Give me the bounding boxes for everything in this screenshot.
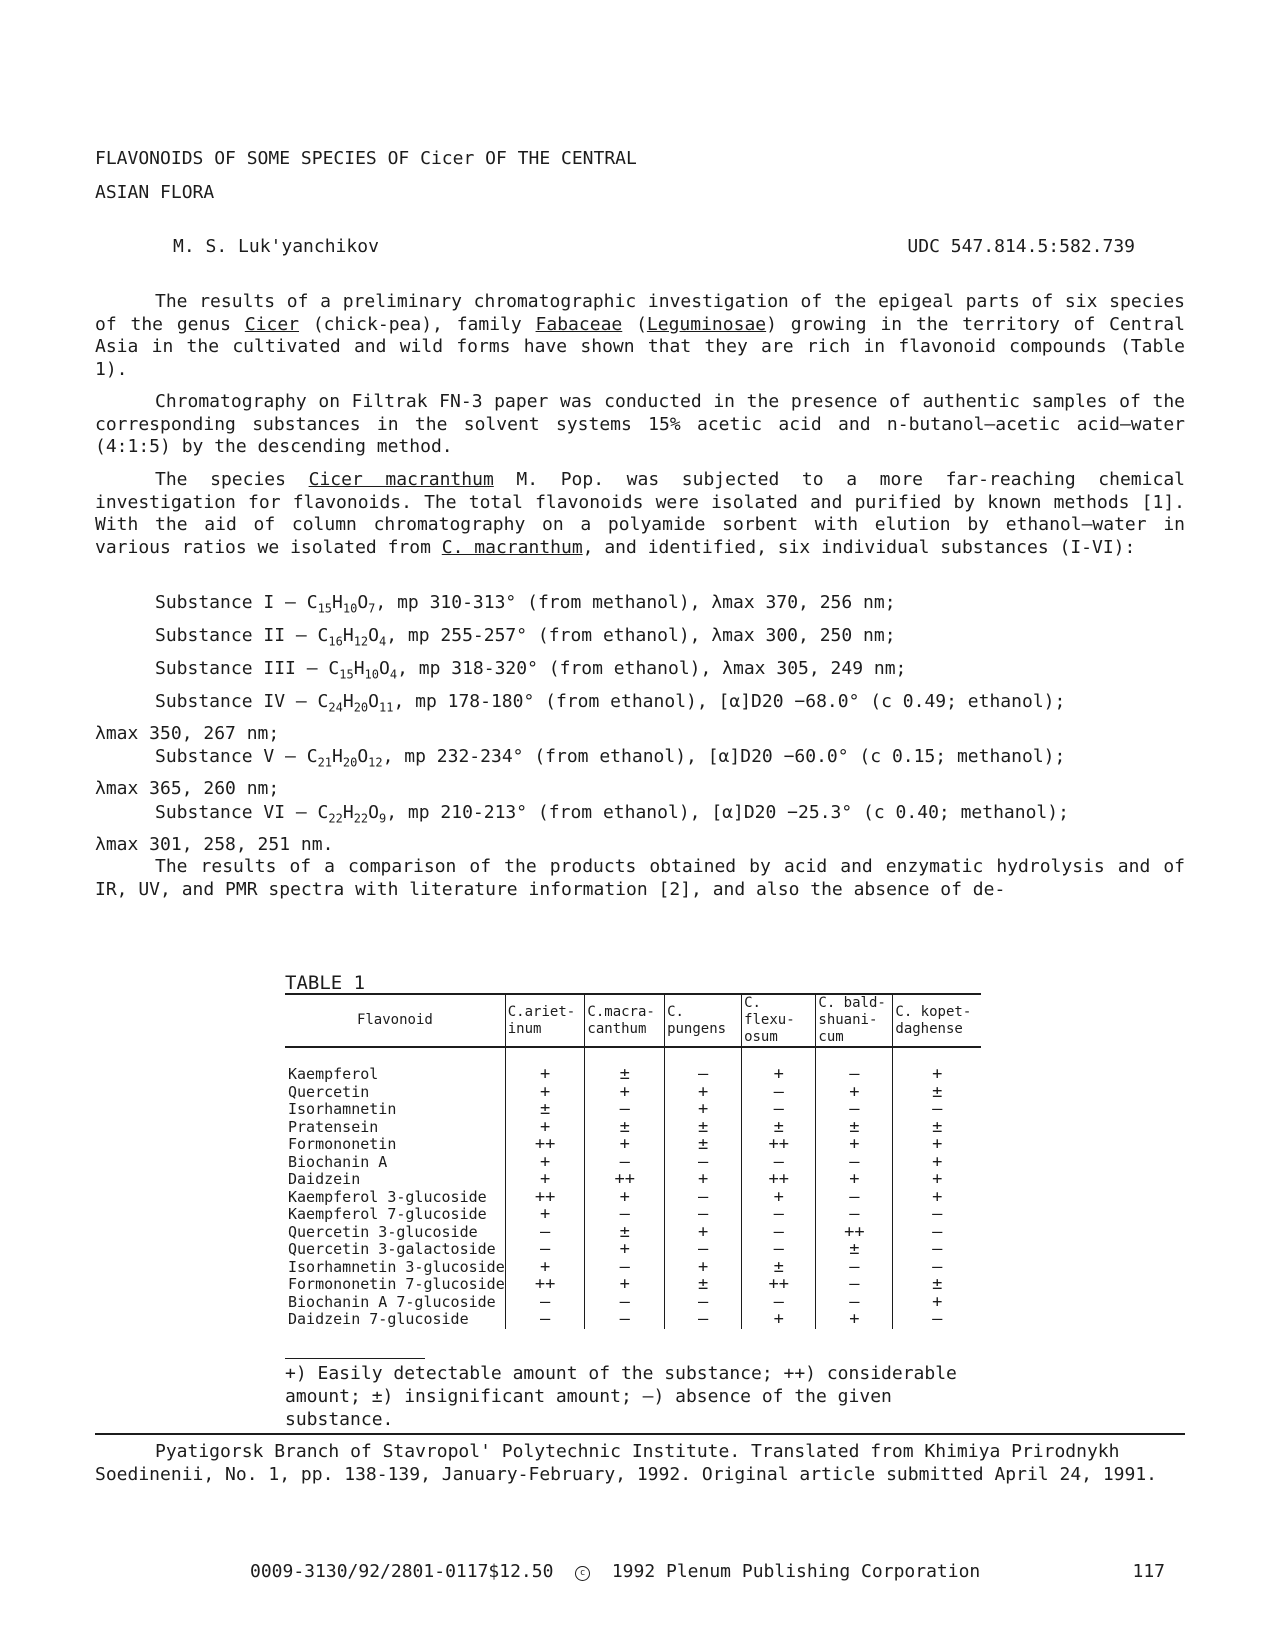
- presence-cell: ±: [893, 1276, 981, 1294]
- presence-cell: —: [585, 1154, 665, 1172]
- substance-entry: [95, 623, 1185, 655]
- presence-cell: ++: [505, 1276, 585, 1294]
- page-number: 117: [1132, 1561, 1165, 1582]
- column-header-species: C. kopet-daghense: [893, 994, 981, 1047]
- presence-cell: —: [742, 1206, 816, 1224]
- table-header-row: [285, 994, 981, 1047]
- presence-cell: ±: [816, 1241, 893, 1259]
- table-row: [285, 1171, 981, 1189]
- presence-cell: +: [893, 1189, 981, 1207]
- presence-cell: +: [585, 1241, 665, 1259]
- presence-cell: +: [742, 1066, 816, 1084]
- presence-cell: —: [505, 1311, 585, 1329]
- p3-text-a: The species: [155, 469, 309, 490]
- presence-cell: +: [665, 1084, 742, 1102]
- flavonoid-name-cell: Formononetin: [288, 1135, 397, 1153]
- table-row: [285, 1136, 981, 1154]
- presence-cell: —: [893, 1311, 981, 1329]
- presence-cell: +: [742, 1311, 816, 1329]
- presence-cell: —: [893, 1206, 981, 1224]
- presence-cell: —: [816, 1101, 893, 1119]
- table-row: [285, 1294, 981, 1312]
- column-header-species: C.macra-canthum: [585, 994, 665, 1047]
- presence-cell: —: [742, 1084, 816, 1102]
- presence-cell: ±: [585, 1066, 665, 1084]
- presence-cell: +: [893, 1066, 981, 1084]
- presence-cell: —: [665, 1241, 742, 1259]
- presence-cell: ++: [505, 1136, 585, 1154]
- paragraph-4: The results of a comparison of the products obtained by acid and enzymatic hydrolysis and of IR, UV, and PMR spectra with literature information [2], and also the absence of de-: [95, 856, 1185, 900]
- publisher: 1992 Plenum Publishing Corporation: [611, 1561, 981, 1582]
- presence-cell: —: [665, 1189, 742, 1207]
- title-line-1: FLAVONOIDS OF SOME SPECIES OF Cicer OF THE CENTRAL: [95, 148, 637, 169]
- presence-cell: ++: [742, 1276, 816, 1294]
- flavonoid-name-cell: Quercetin 3-galactoside: [288, 1240, 496, 1258]
- presence-cell: +: [505, 1171, 585, 1189]
- presence-cell: +: [505, 1084, 585, 1102]
- presence-cell: +: [893, 1154, 981, 1172]
- presence-cell: —: [665, 1066, 742, 1084]
- p3-species: Cicer macranthum: [308, 469, 494, 490]
- presence-cell: —: [816, 1294, 893, 1312]
- flavonoid-name-cell: Isorhamnetin: [288, 1100, 397, 1118]
- copyright-icon: c: [575, 1566, 590, 1581]
- presence-cell: —: [893, 1259, 981, 1277]
- table-row: [285, 1276, 981, 1294]
- presence-cell: ++: [742, 1171, 816, 1189]
- presence-cell: +: [585, 1084, 665, 1102]
- presence-cell: —: [893, 1241, 981, 1259]
- presence-cell: +: [816, 1136, 893, 1154]
- presence-cell: —: [742, 1241, 816, 1259]
- column-header-species: C. flexu-osum: [742, 994, 816, 1047]
- presence-cell: ±: [742, 1119, 816, 1137]
- substance-entry: [95, 590, 1185, 622]
- substance-line-continued: λmax 365, 260 nm;: [95, 777, 280, 799]
- presence-cell: ±: [665, 1276, 742, 1294]
- p3-text-b: M. Pop. was subjected to a more far-reaching chemical investigation for flavonoids. The total flavonoids were isolated and purified by known methods [1]. With the aid of column chromatography on a polyamide sorbent with elution by ethanol—water in various ratios we isolated from: [95, 469, 1185, 558]
- presence-cell: —: [816, 1154, 893, 1172]
- presence-cell: —: [585, 1294, 665, 1312]
- column-header-flavonoid: Flavonoid: [285, 994, 505, 1047]
- flavonoid-name-cell: Daidzein 7-glucoside: [288, 1310, 469, 1328]
- substance-line-continued: λmax 350, 267 nm;: [95, 722, 280, 744]
- presence-cell: —: [505, 1241, 585, 1259]
- flavonoid-table: [285, 993, 981, 1329]
- substance-line: Substance II — $C_{16}H_{12}O_4$, mp 255-257° (from ethanol), λmax 300, 250 nm;: [155, 625, 896, 649]
- presence-cell: —: [742, 1154, 816, 1172]
- table-row: [285, 1119, 981, 1137]
- presence-cell: —: [585, 1206, 665, 1224]
- presence-cell: —: [816, 1189, 893, 1207]
- presence-cell: —: [505, 1294, 585, 1312]
- presence-cell: +: [893, 1136, 981, 1154]
- presence-cell: —: [816, 1259, 893, 1277]
- presence-cell: ±: [665, 1119, 742, 1137]
- presence-cell: ±: [893, 1119, 981, 1137]
- p1-genus: Cicer: [244, 313, 300, 335]
- presence-cell: +: [665, 1259, 742, 1277]
- presence-cell: —: [816, 1066, 893, 1084]
- paragraph-3: [95, 469, 1185, 559]
- p1-text-c: (: [622, 313, 647, 335]
- title-line-2: ASIAN FLORA: [95, 182, 215, 203]
- presence-cell: ±: [665, 1136, 742, 1154]
- column-header-species: C. pungens: [665, 994, 742, 1047]
- author: M. S. Luk'yanchikov: [173, 236, 379, 257]
- paragraph-1: [95, 291, 1185, 381]
- flavonoid-name-cell: Quercetin 3-glucoside: [288, 1222, 478, 1241]
- substance-line: Substance V — $C_{21}H_{20}O_{12}$, mp 232-234° (from ethanol), [α]D20 −60.0° (c 0.15; methanol);: [155, 746, 1066, 770]
- p1-text-b: (chick-pea), family: [299, 313, 536, 335]
- column-header-species: C.ariet-inum: [505, 994, 585, 1047]
- table-row: [285, 1311, 981, 1329]
- flavonoid-name-cell: Quercetin: [288, 1082, 370, 1101]
- presence-cell: ++: [742, 1136, 816, 1154]
- table-row: [285, 1101, 981, 1119]
- publication-line: [250, 1561, 980, 1582]
- presence-cell: —: [585, 1101, 665, 1119]
- presence-cell: +: [816, 1171, 893, 1189]
- footer-rule: [95, 1433, 1185, 1435]
- flavonoid-name-cell: Kaempferol: [288, 1065, 379, 1083]
- presence-cell: ±: [505, 1101, 585, 1119]
- table-row: [285, 1084, 981, 1102]
- p1-text-a: The results of a preliminary chromatographic investigation of the epigeal parts of six species of the genus: [95, 291, 1185, 335]
- flavonoid-name-cell: Daidzein: [288, 1170, 361, 1188]
- substance-entry: [95, 656, 1185, 688]
- presence-cell: +: [665, 1224, 742, 1242]
- substance-line: Substance VI — $C_{22}H_{22}O_9$, mp 210-213° (from ethanol), [α]D20 −25.3° (c 0.40; methanol);: [155, 802, 1069, 826]
- table-row: [285, 1066, 981, 1084]
- substance-entry: [95, 744, 1185, 801]
- presence-cell: —: [816, 1276, 893, 1294]
- presence-cell: ++: [816, 1224, 893, 1242]
- presence-cell: ±: [585, 1224, 665, 1242]
- presence-cell: +: [816, 1311, 893, 1329]
- presence-cell: +: [816, 1084, 893, 1102]
- presence-cell: ±: [893, 1084, 981, 1102]
- table-caption: TABLE 1: [285, 972, 366, 994]
- flavonoid-name-cell: Kaempferol 7-glucoside: [288, 1205, 487, 1223]
- paragraph-2: Chromatography on Filtrak FN-3 paper was conducted in the presence of authentic samples of the corresponding substances in the solvent systems 15% acetic acid and n-butanol—acetic acid—water (4:1:5) by the descending method.: [95, 391, 1185, 457]
- presence-cell: ±: [816, 1119, 893, 1137]
- presence-cell: +: [505, 1154, 585, 1172]
- p3-species-abbrev: C. macranthum: [441, 536, 583, 558]
- table-row: [285, 1189, 981, 1207]
- presence-cell: —: [585, 1259, 665, 1277]
- presence-cell: ++: [585, 1171, 665, 1189]
- substance-line: Substance IV — $C_{24}H_{20}O_{11}$, mp 178-180° (from ethanol), [α]D20 −68.0° (c 0.49; ethanol);: [155, 691, 1066, 715]
- presence-cell: +: [505, 1066, 585, 1084]
- presence-cell: —: [585, 1311, 665, 1329]
- table-footnote: +) Easily detectable amount of the substance; ++) considerable amount; ±) insignificant amount; —) absence of the given substance.: [285, 1363, 957, 1430]
- presence-cell: —: [893, 1224, 981, 1242]
- presence-cell: —: [665, 1294, 742, 1312]
- presence-cell: +: [665, 1171, 742, 1189]
- flavonoid-name-cell: Biochanin A: [288, 1152, 388, 1171]
- flavonoid-name-cell: Isorhamnetin 3-glucoside: [288, 1257, 505, 1276]
- presence-cell: —: [665, 1311, 742, 1329]
- substance-line: Substance III — $C_{15}H_{10}O_4$, mp 318-320° (from ethanol), λmax 305, 249 nm;: [155, 658, 907, 682]
- presence-cell: +: [505, 1259, 585, 1277]
- flavonoid-name-cell: Formononetin 7-glucoside: [288, 1275, 505, 1293]
- presence-cell: —: [505, 1224, 585, 1242]
- p3-text-c: , and identified, six individual substances (I-VI):: [582, 536, 1136, 558]
- presence-cell: +: [742, 1189, 816, 1207]
- table-row: [285, 1259, 981, 1277]
- presence-cell: +: [585, 1189, 665, 1207]
- flavonoid-name-cell: Kaempferol 3-glucoside: [288, 1187, 487, 1206]
- table-row: [285, 1224, 981, 1242]
- presence-cell: —: [816, 1206, 893, 1224]
- presence-cell: —: [742, 1294, 816, 1312]
- presence-cell: ±: [742, 1259, 816, 1277]
- presence-cell: —: [665, 1154, 742, 1172]
- substance-line: Substance I — $C_{15}H_{10}O_7$, mp 310-313° (from methanol), λmax 370, 256 nm;: [155, 592, 896, 616]
- table-row: [285, 1206, 981, 1224]
- substance-entry: [95, 800, 1185, 857]
- presence-cell: +: [585, 1136, 665, 1154]
- table-footnote-rule: [285, 1358, 425, 1359]
- presence-cell: +: [505, 1206, 585, 1224]
- presence-cell: +: [505, 1119, 585, 1137]
- p1-family: Fabaceae: [535, 313, 623, 335]
- presence-cell: +: [585, 1276, 665, 1294]
- presence-cell: —: [742, 1101, 816, 1119]
- presence-cell: —: [665, 1206, 742, 1224]
- flavonoid-name-cell: Pratensein: [288, 1117, 379, 1136]
- table-row: [285, 1241, 981, 1259]
- presence-cell: +: [665, 1101, 742, 1119]
- flavonoid-name-cell: Biochanin A 7-glucoside: [288, 1292, 496, 1311]
- substance-entry: [95, 689, 1185, 746]
- p1-family-alt: Leguminosae: [646, 313, 767, 335]
- affiliation: Pyatigorsk Branch of Stavropol' Polytechnic Institute. Translated from Khimiya Prirodnykh Soedinenii, No. 1, pp. 138-139, January-February, 1992. Original article submitted April 24, 1991.: [95, 1441, 1158, 1485]
- presence-cell: +: [893, 1171, 981, 1189]
- presence-cell: —: [742, 1224, 816, 1242]
- presence-cell: ±: [585, 1119, 665, 1137]
- substance-line-continued: λmax 301, 258, 251 nm.: [95, 833, 334, 855]
- table-body: [285, 1047, 981, 1329]
- article-code: 0009-3130/92/2801-0117$12.50: [250, 1561, 554, 1582]
- udc-code: UDC 547.814.5:582.739: [907, 236, 1135, 257]
- p1-text-d: ) growing in the territory of Central Asia in the cultivated and wild forms have shown that they are rich in flavonoid compounds (Table 1).: [95, 313, 1185, 380]
- presence-cell: —: [893, 1101, 981, 1119]
- presence-cell: +: [893, 1294, 981, 1312]
- presence-cell: ++: [505, 1189, 585, 1207]
- column-header-species: C. bald-shuani-cum: [816, 994, 893, 1047]
